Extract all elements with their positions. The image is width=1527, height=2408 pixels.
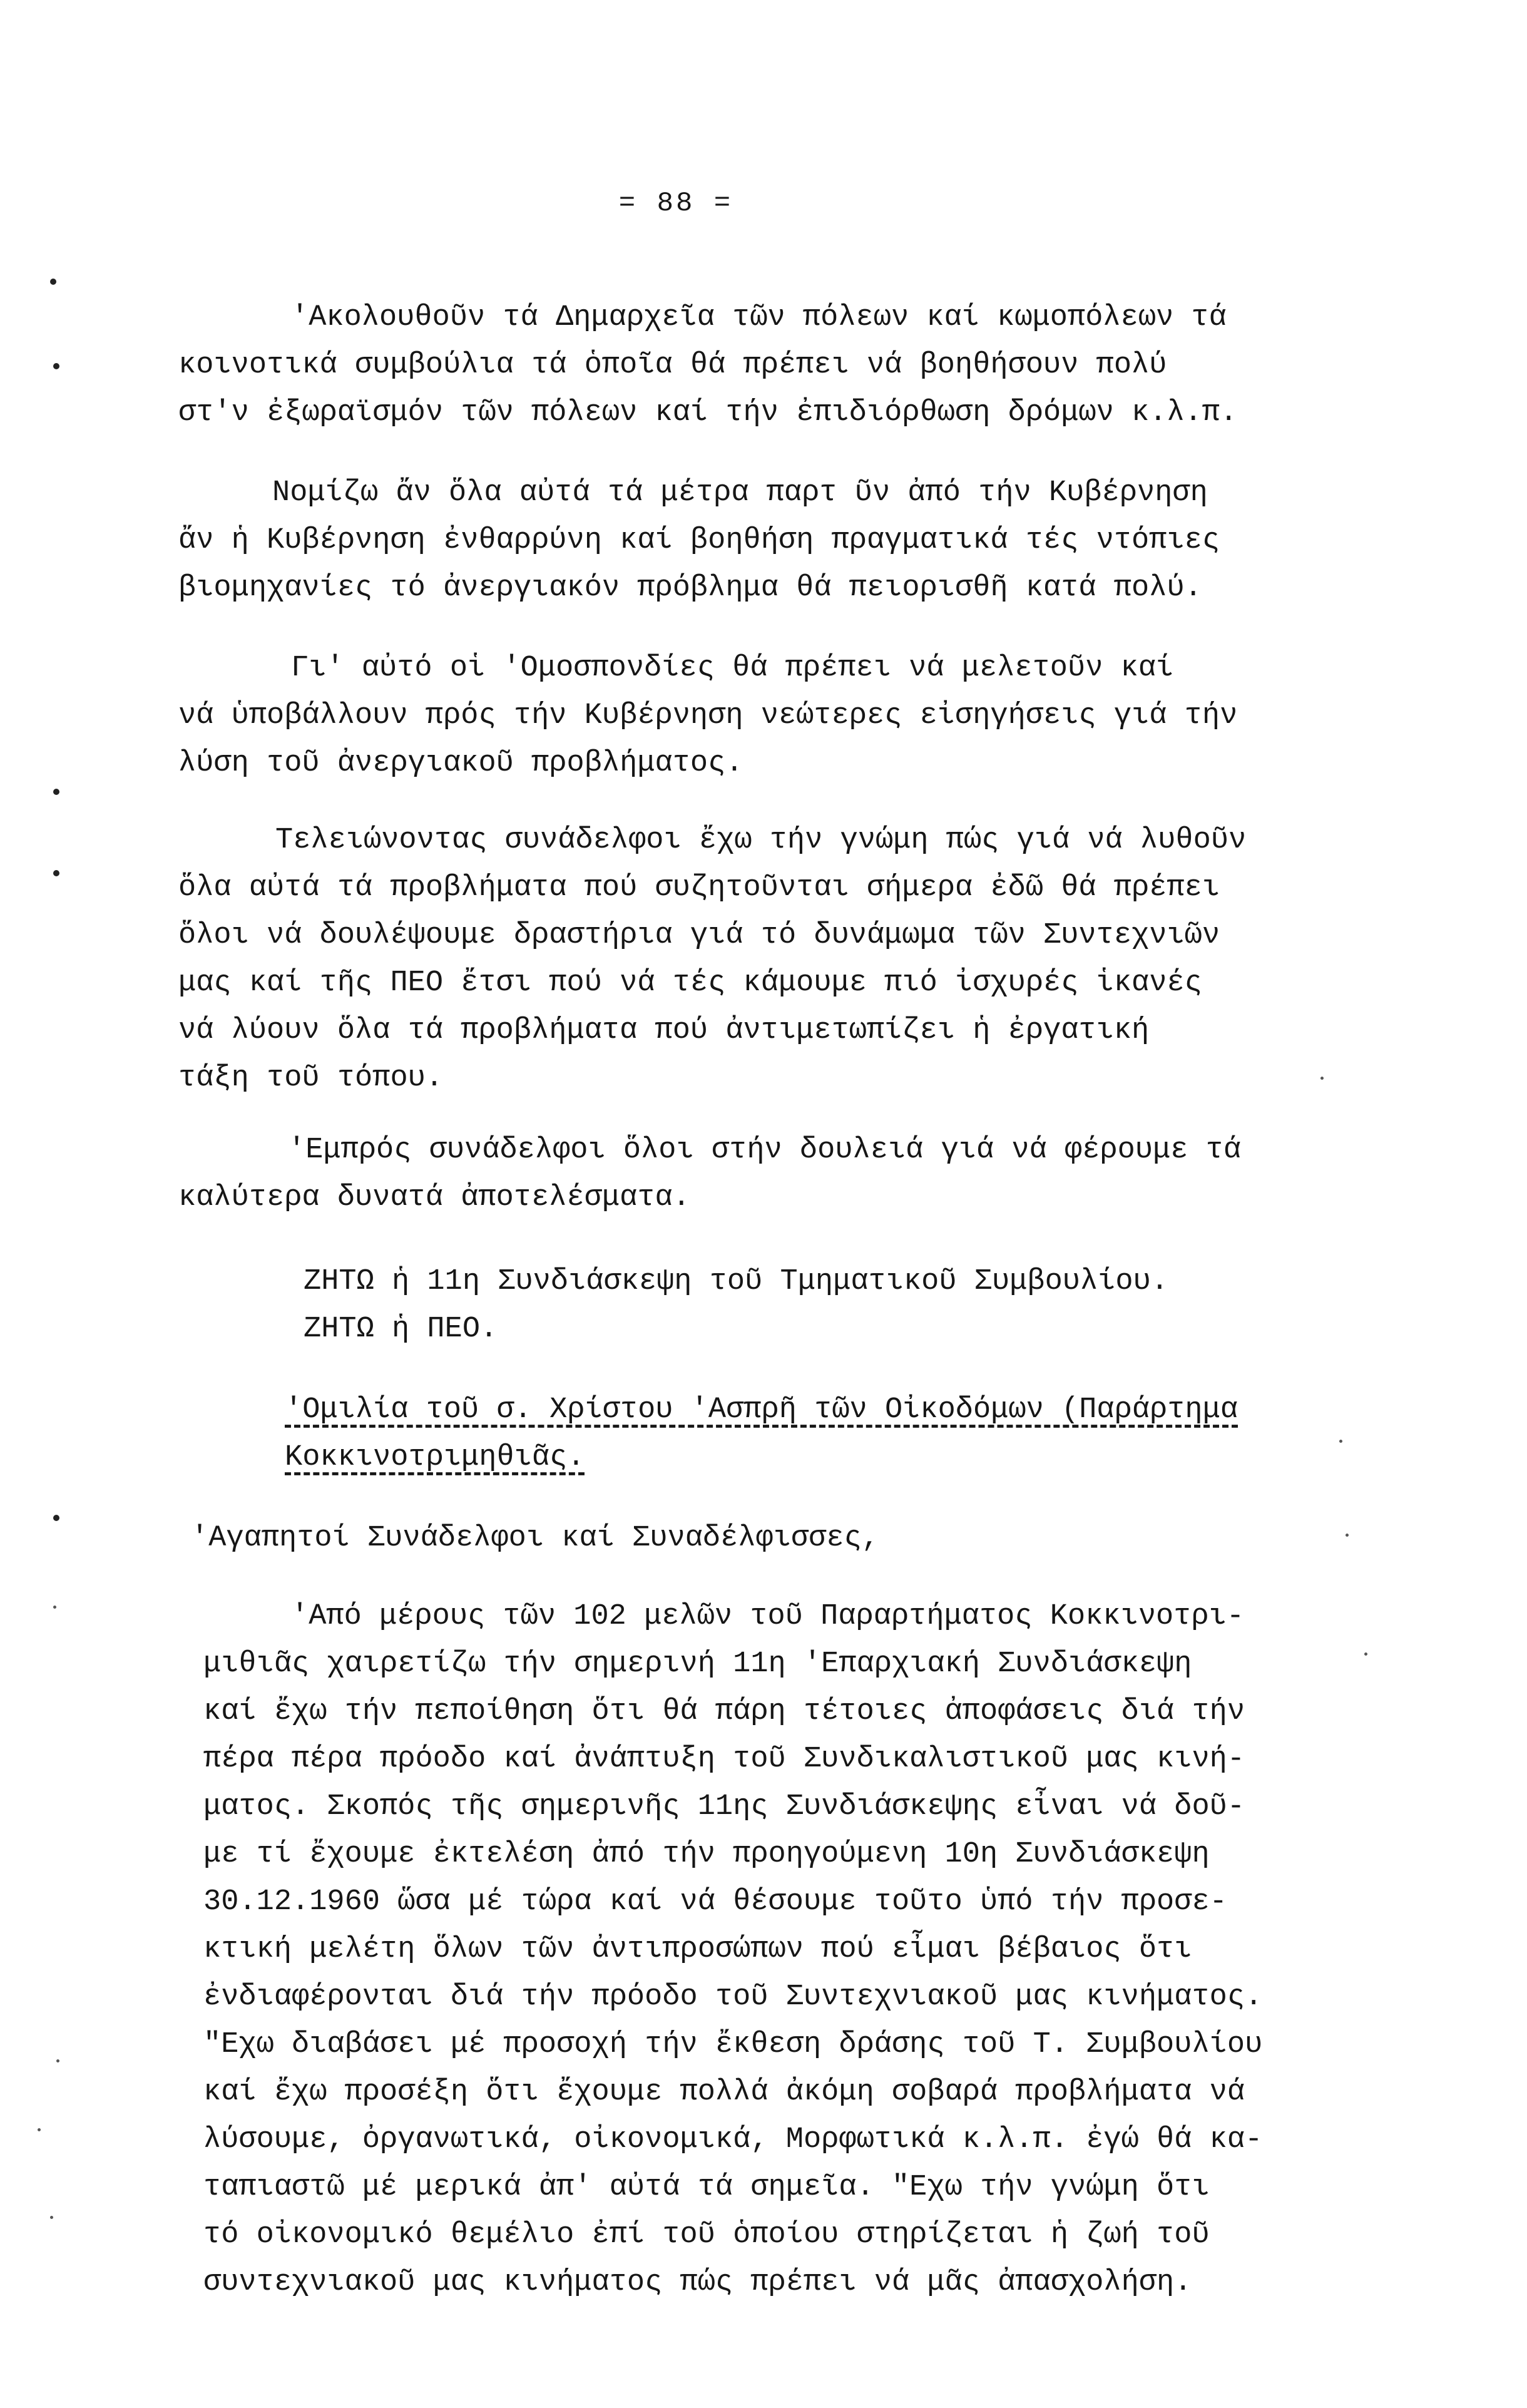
- text-line: νά ὑποβάλλουν πρός τήν Κυβέρνηση νεώτερες εἰσηγήσεις γιά τήν: [178, 699, 1238, 732]
- scan-speck: [1320, 1077, 1324, 1080]
- text-line: ἄν ἡ Κυβέρνηση ἐνθαρρύνη καί βοηθήση πραγματικά τές ντόπιες: [178, 524, 1220, 557]
- slogans: [304, 1258, 1168, 1353]
- text-line: μιθιᾶς χαιρετίζω τήν σημερινή 11η 'Επαρχιακή Συνδιάσκεψη: [203, 1647, 1192, 1681]
- paragraph-conclusion: [178, 817, 1246, 1102]
- text-line: 'Ομιλία τοῦ σ. Χρίστου 'Ασπρῆ τῶν Οἰκοδόμων (Παράρτημα: [285, 1393, 1238, 1427]
- text-line: ματος. Σκοπός τῆς σημερινῆς 11ης Συνδιάσκεψης εἶναι νά δοῦ-: [203, 1790, 1245, 1823]
- text-line: 'Εμπρός συνάδελφοι ὅλοι στήν δουλειά γιά νά φέρουμε τά: [288, 1134, 1242, 1167]
- text-line: Κοκκινοτριμηθιᾶς.: [285, 1441, 585, 1474]
- text-line: πέρα πέρα πρόοδο καί ἀνάπτυξη τοῦ Συνδικαλιστικοῦ μας κινή-: [203, 1743, 1245, 1776]
- text-line: με τί ἔχουμε ἐκτελέση ἀπό τήν προηγούμενη 10η Συνδιάσκεψη: [203, 1838, 1210, 1871]
- scan-mark: [50, 279, 56, 285]
- paragraph-federations: [178, 645, 1237, 787]
- salutation: [191, 1515, 879, 1562]
- text-line: λύση τοῦ ἀνεργιακοῦ προβλήματος.: [178, 747, 743, 780]
- scan-mark: [53, 870, 59, 876]
- text-line: Γι' αὐτό οἱ 'Ομοσπονδίες θά πρέπει νά μελετοῦν καί: [291, 652, 1174, 685]
- text-line: ταπιαστῶ μέ μερικά ἀπ' αὐτά τά σημεῖα. "Εχω τήν γνώμη ὅτι: [203, 2171, 1210, 2204]
- text-line: καί ἔχω τήν πεποίθηση ὅτι θά πάρη τέτοιες ἀποφάσεις διά τήν: [203, 1695, 1245, 1728]
- page-number: = 88 =: [618, 188, 733, 219]
- text-line: "Εχω διαβάσει μέ προσοχή τήν ἔκθεση δράσης τοῦ Τ. Συμβουλίου: [203, 2028, 1263, 2061]
- text-line: ΖΗΤΩ ἡ 11η Συνδιάσκεψη τοῦ Τμηματικοῦ Συμβουλίου.: [304, 1265, 1169, 1298]
- scan-mark: [53, 363, 59, 369]
- text-line: κοινοτικά συμβούλια τά ὁποῖα θά πρέπει νά βοηθήσουν πολύ: [178, 349, 1167, 382]
- text-line: ὅλοι νά δουλέψουμε δραστήρια γιά τό δυνάμωμα τῶν Συντεχνιῶν: [178, 919, 1220, 952]
- text-line: Τελειώνοντας συνάδελφοι ἔχω τήν γνώμη πώς γιά νά λυθοῦν: [275, 824, 1247, 857]
- scan-speck: [38, 2128, 41, 2131]
- text-line: νά λύουν ὅλα τά προβλήματα πού ἀντιμετωπίζει ἡ ἐργατική: [178, 1014, 1150, 1047]
- text-line: 'Ακολουθοῦν τά Δημαρχεῖα τῶν πόλεων καί κωμοπόλεων τά: [291, 301, 1227, 334]
- text-line: τό οἰκονομικό θεμέλιο ἐπί τοῦ ὁποίου στηρίζεται ἡ ζωή τοῦ: [203, 2218, 1210, 2252]
- text-line: στ'ν ἐξωραϊσμόν τῶν πόλεων καί τήν ἐπιδιόρθωση δρόμων κ.λ.π.: [178, 396, 1238, 429]
- text-line: κτική μελέτη ὅλων τῶν ἀντιπροσώπων πού εἶμαι βέβαιος ὅτι: [203, 1933, 1192, 1966]
- text-line: μας καί τῆς ΠΕΟ ἔτσι πού νά τές κάμουμε πιό ἰσχυρές ἱκανές: [178, 966, 1202, 1000]
- speech-heading: [285, 1386, 1238, 1482]
- scan-speck: [1339, 1440, 1342, 1443]
- scan-mark: [53, 1515, 59, 1521]
- scan-mark: [53, 789, 59, 795]
- speech-body: [203, 1593, 1262, 2307]
- text-line: καί ἔχω προσέξη ὅτι ἔχουμε πολλά ἀκόμη σοβαρά προβλήματα νά: [203, 2076, 1245, 2109]
- text-line: Νομίζω ἄν ὅλα αὐτά τά μέτρα παρτ ῦν ἀπό τήν Κυβέρνηση: [272, 476, 1208, 510]
- text-line: 30.12.1960 ὥσα μέ τώρα καί νά θέσουμε τοῦτο ὑπό τήν προσε-: [203, 1885, 1227, 1919]
- text-line: τάξη τοῦ τόπου.: [178, 1062, 444, 1095]
- scan-speck: [56, 2059, 59, 2062]
- text-line: ὅλα αὐτά τά προβλήματα πού συζητοῦνται σήμερα ἐδῶ θά πρέπει: [178, 871, 1220, 904]
- scan-speck: [50, 2216, 53, 2219]
- text-line: καλύτερα δυνατά ἀποτελέσματα.: [178, 1181, 690, 1214]
- text-line: συντεχνιακοῦ μας κινήματος πώς πρέπει νά μᾶς ἀπασχολήση.: [203, 2266, 1192, 2299]
- paragraph-forward: [178, 1127, 1241, 1222]
- scan-speck: [53, 1606, 56, 1609]
- scan-speck: [1364, 1652, 1367, 1656]
- text-line: 'Αγαπητοί Συνάδελφοι καί Συναδέλφισσες,: [191, 1522, 879, 1555]
- text-line: λύσουμε, ὀργανωτικά, οἰκονομικά, Μορφωτικά κ.λ.π. ἐγώ θά κα-: [203, 2123, 1263, 2156]
- paragraph-municipalities: [178, 294, 1237, 437]
- text-line: ΖΗΤΩ ἡ ΠΕΟ.: [304, 1313, 498, 1346]
- text-line: ἐνδιαφέρονται διά τήν πρόοδο τοῦ Συντεχνιακοῦ μας κινήματος.: [203, 1980, 1263, 2014]
- text-line: βιομηχανίες τό ἀνεργιακόν πρόβλημα θά πειορισθῆ κατά πολύ.: [178, 571, 1202, 605]
- paragraph-government-measures: [178, 469, 1220, 612]
- text-line: 'Από μέρους τῶν 102 μελῶν τοῦ Παραρτήματος Κοκκινοτρι-: [291, 1600, 1245, 1633]
- scan-speck: [1346, 1534, 1349, 1537]
